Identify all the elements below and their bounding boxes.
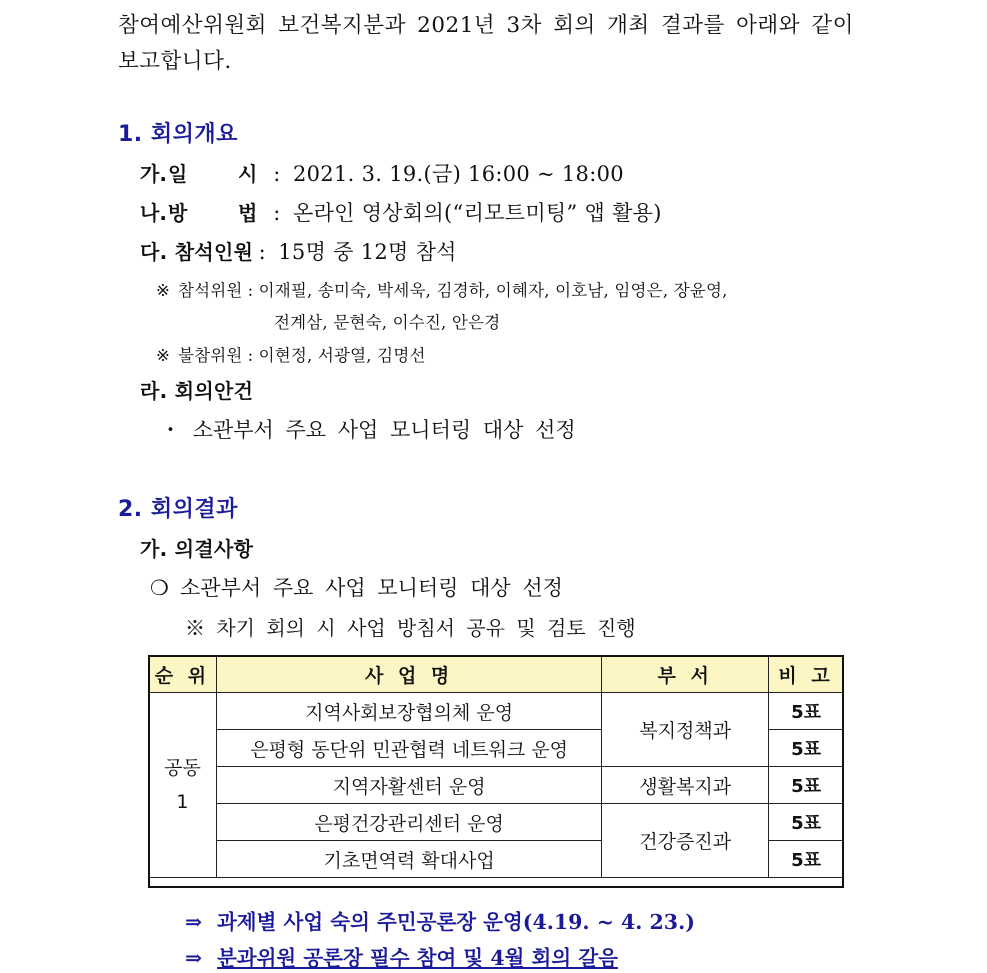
header-department: 부 서: [602, 656, 769, 693]
attendees-note: ※ 참석위원 : 이재필, 송미숙, 박세욱, 김경하, 이혜자, 이호남, 임영은, 장윤영,: [156, 281, 728, 300]
table-row: [149, 767, 844, 804]
agenda-row: [140, 375, 253, 404]
votes-cell: 5표: [769, 804, 844, 841]
resolution-item: ❍ 소관부서 주요 사업 모니터링 대상 선정: [150, 576, 563, 600]
attendance-row: 다. 참석인원 : 15명 중 12명 참석: [140, 236, 457, 266]
section-2-title: 2. 회의결과: [118, 497, 238, 522]
agenda-item: ・ 소관부서 주요 사업 모니터링 대상 선정: [160, 418, 576, 442]
department-cell: 복지정책과: [602, 693, 769, 767]
header-note: 비 고: [769, 656, 844, 693]
double-arrow-icon: ⇒: [185, 910, 203, 934]
section-1-title: 1. 회의개요: [118, 122, 238, 147]
project-cell: 지역사회보장협의체 운영: [216, 693, 601, 730]
project-cell: 기초면역력 확대사업: [216, 841, 601, 878]
table-row: [149, 693, 844, 730]
meeting-date-row: 가.일 시 : 2021. 3. 19.(금) 16:00 ~ 18:00: [140, 158, 624, 188]
agenda-label: 라. 회의안건: [140, 379, 254, 403]
votes-cell: 5표: [769, 730, 844, 767]
absentees-note: ※ 불참위원 : 이현정, 서광열, 김명선: [156, 346, 426, 365]
meeting-method-row: 나.방 법 : 온라인 영상회의(“리모트미팅” 앱 활용): [140, 197, 662, 227]
next-meeting-note: ※ 차기 회의 시 사업 방침서 공유 및 검토 진행: [185, 616, 636, 640]
resolution-row: [140, 533, 253, 562]
followup-2: ⇒ 분과위원 공론장 필수 참여 및 4월 회의 갈음: [185, 946, 618, 970]
intro-line-2: 보고합니다.: [118, 49, 232, 74]
followup-1: ⇒ 과제별 사업 숙의 주민공론장 운영(4.19. ~ 4. 23.): [185, 910, 695, 934]
header-project: 사 업 명: [216, 656, 601, 693]
votes-cell: 5표: [769, 693, 844, 730]
attendees-list-1: 이재필, 송미숙, 박세욱, 김경하, 이혜자, 이호남, 임영은, 장윤영,: [258, 281, 728, 300]
header-rank: 순 위: [149, 656, 217, 693]
project-cell: 은평건강관리센터 운영: [216, 804, 601, 841]
department-cell: 건강증진과: [602, 804, 769, 878]
meeting-date-value: 2021. 3. 19.(금) 16:00 ~ 18:00: [292, 162, 624, 186]
votes-cell: 5표: [769, 767, 844, 804]
table-header-row: [149, 656, 844, 693]
meeting-date-label: 가.일 시: [140, 162, 258, 186]
intro-line-1: 참여예산위원회 보건복지분과 2021년 3차 회의 개최 결과를 아래와 같이: [118, 13, 854, 38]
meeting-method-value: 온라인 영상회의(“리모트미팅” 앱 활용): [292, 201, 662, 225]
meeting-method-label: 나.방 법: [140, 201, 258, 225]
project-cell: 지역자활센터 운영: [216, 767, 601, 804]
resolution-label: 가. 의결사항: [140, 537, 254, 561]
monitoring-targets-table: [148, 655, 844, 878]
votes-cell: 5표: [769, 841, 844, 878]
attendees-list-2: 전계삼, 문현숙, 이수진, 안은경: [274, 313, 501, 332]
project-cell: 은평형 동단위 민관협력 네트워크 운영: [216, 730, 601, 767]
double-arrow-icon: ⇒: [185, 946, 203, 970]
table-row: [149, 804, 844, 841]
rank-cell: 공동 1: [149, 693, 217, 878]
attendance-value: 15명 중 12명 참석: [278, 240, 457, 264]
department-cell: 생활복지과: [602, 767, 769, 804]
absentees-list: 이현정, 서광열, 김명선: [258, 346, 426, 365]
attendance-label: 다. 참석인원: [140, 240, 254, 264]
circle-bullet-icon: ❍: [150, 576, 169, 600]
